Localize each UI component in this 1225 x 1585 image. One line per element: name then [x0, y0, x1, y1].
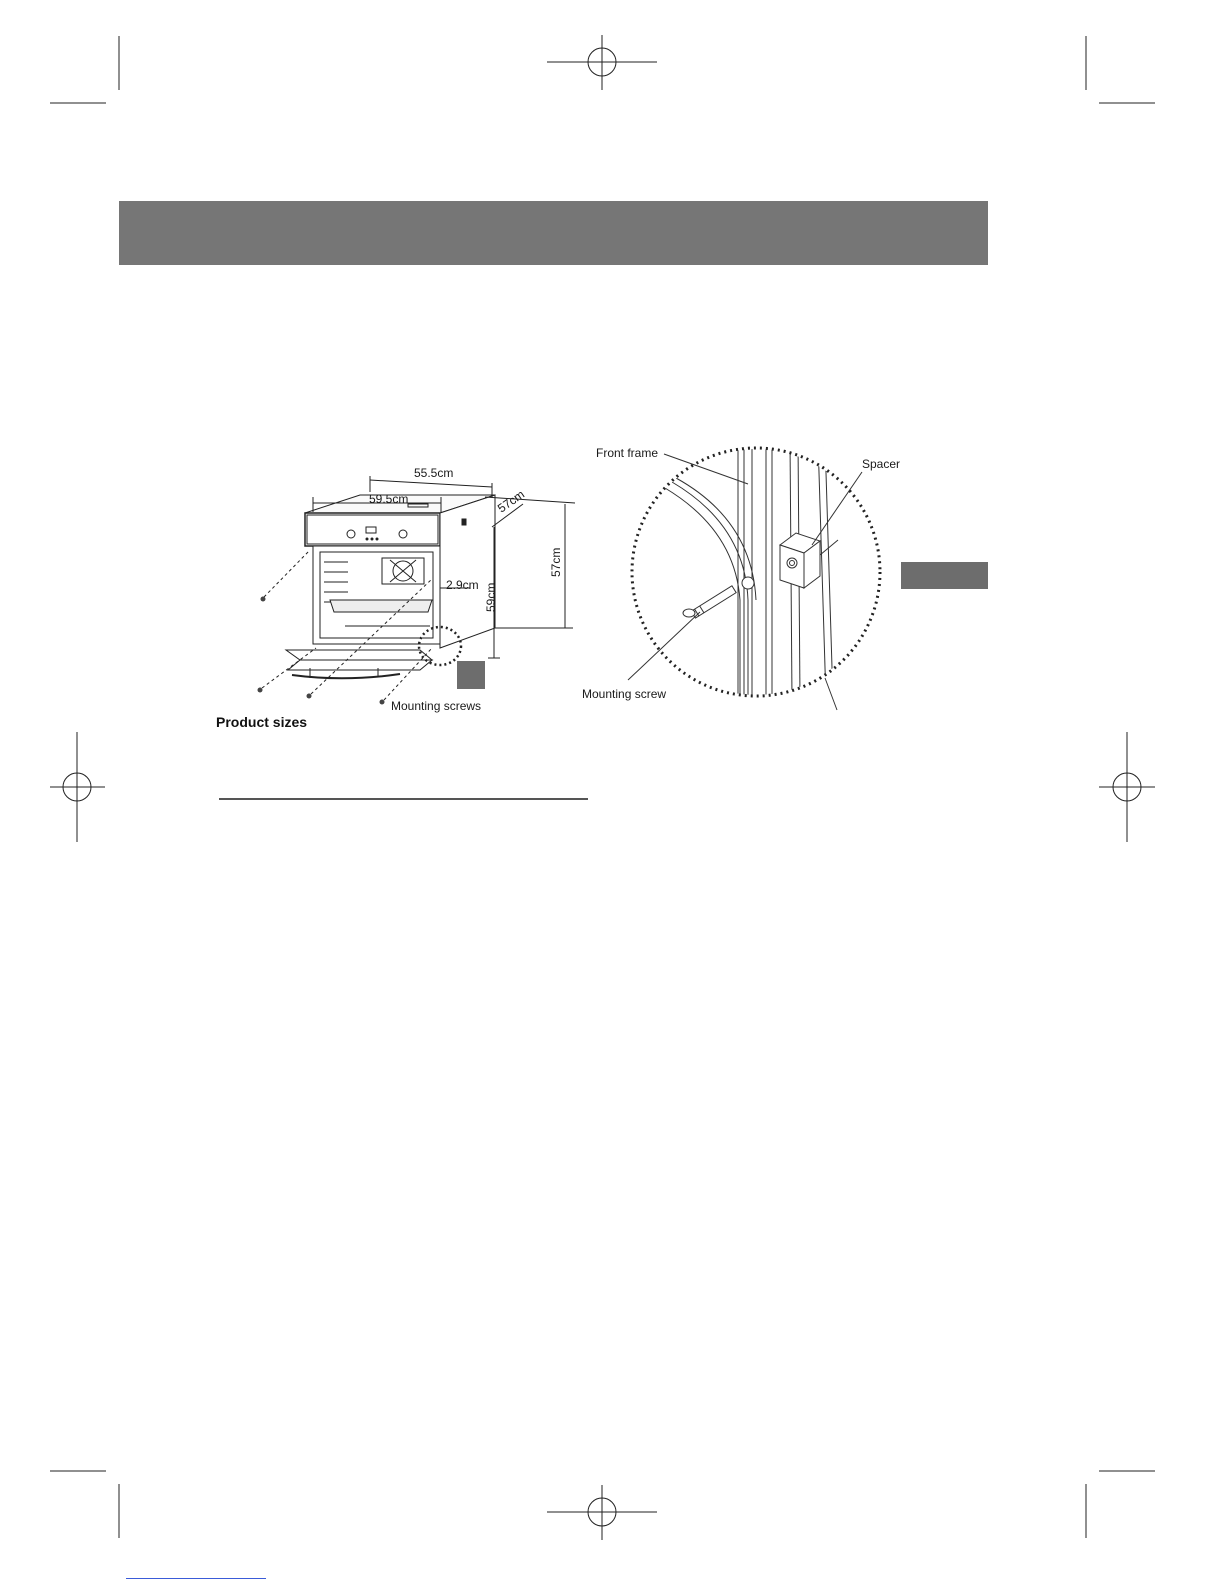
spacer-label: Spacer	[862, 457, 901, 471]
dim-front-width: 59.5cm	[369, 492, 409, 506]
mounting-screw-label: Mounting screw	[582, 687, 667, 701]
detail-view-circle	[632, 448, 880, 696]
dim-gap: 2.9cm	[446, 578, 479, 592]
dim-top-depth: 55.5cm	[414, 466, 454, 480]
footer-underline	[126, 1578, 266, 1579]
divider-rule	[219, 798, 588, 800]
dim-inner-height: 57cm	[549, 547, 563, 577]
dim-side-depth: 57cm	[495, 487, 528, 516]
mounting-screws-label: Mounting screws	[391, 699, 482, 713]
dim-total-height: 59cm	[484, 582, 498, 612]
front-frame-label: Front frame	[596, 446, 659, 460]
figure-caption: Product sizes	[216, 714, 308, 730]
